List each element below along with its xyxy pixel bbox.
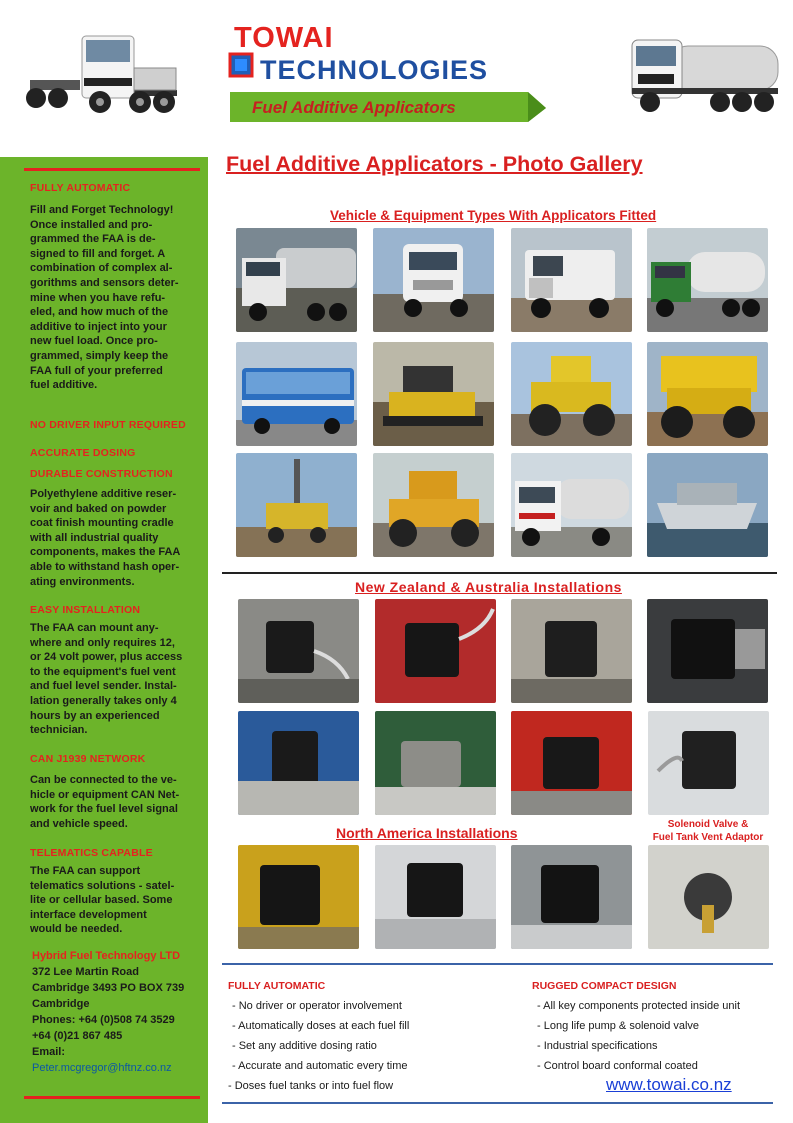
photo-nz-install-8: [648, 711, 769, 815]
footer-right-item: - Industrial specifications: [537, 1040, 658, 1052]
sidebar-text-durable-construction: Polyethylene additive reser- voir and baked on powder coat finish mounting cradle with all industrial quality components, makes the FAA able to withstand hash oper- ating environments.: [30, 488, 181, 588]
sidebar-heading-telematics: TELEMATICS CAPABLE: [30, 847, 153, 859]
footer-top-divider: [222, 963, 773, 965]
photo-nz-install-4: [647, 599, 768, 703]
footer-bottom-divider: [222, 1102, 773, 1104]
sidebar-text-fully-automatic: Fill and Forget Technology! Once installed and pro- grammed the FAA is de- signed to fill and forget. A combination of complex al- gorithms and sensors deter- mine when you have refu- eled, and how much of the additive to inject into your new fuel load. Once pro- grammed, simply keep the FAA full of your preferred fuel additive.: [30, 204, 179, 392]
section-north-america-heading: North America Installations: [336, 825, 518, 841]
photo-nz-install-2: [375, 599, 496, 703]
sidebar-text-easy-installation: The FAA can mount any- where and only requires 12, or 24 volt power, plus access to the equipment's fuel vent and fuel level sender. Instal- lation generally takes only 4 hours by an experienced technician.: [30, 622, 183, 737]
photo-drilling-rig: [236, 453, 357, 557]
logo-tagline: Fuel Additive Applicators: [252, 98, 456, 117]
sidebar-heading-durable-construction: DURABLE CONSTRUCTION: [30, 468, 173, 480]
photo-nz-install-7: [511, 711, 632, 815]
photo-catamaran-boat: [647, 453, 768, 557]
photo-solenoid-valve: [648, 845, 769, 949]
solenoid-caption: Solenoid Valve & Fuel Tank Vent Adaptor: [652, 819, 764, 843]
photo-fuel-tanker-truck: [511, 453, 632, 557]
footer-left-item: - Automatically doses at each fuel fill: [232, 1020, 410, 1032]
photo-silver-tanker-truck: [236, 228, 357, 332]
photo-city-bus: [236, 342, 357, 446]
contact-email-link[interactable]: Peter.mcgregor@hftnz.co.nz: [32, 1062, 172, 1074]
white-cab-truck-image: [22, 28, 182, 116]
contact-company: Hybrid Fuel Technology LTD: [32, 950, 181, 962]
contact-phone-2: +64 (0)21 867 485: [32, 1030, 123, 1042]
photo-green-bulk-tanker: [647, 228, 768, 332]
photo-na-install-1: [238, 845, 359, 949]
footer-right-item: - Long life pump & solenoid valve: [537, 1020, 700, 1032]
footer-left-item: - No driver or operator involvement: [232, 1000, 402, 1012]
photo-na-install-3: [511, 845, 632, 949]
photo-nz-install-6: [375, 711, 496, 815]
photo-nz-install-3: [511, 599, 632, 703]
photo-nz-install-1: [238, 599, 359, 703]
footer-left-heading: FULLY AUTOMATIC: [228, 980, 326, 992]
tanker-truck-image: [630, 26, 780, 118]
photo-na-install-2: [375, 845, 496, 949]
contact-email-label: Email:: [32, 1046, 66, 1058]
website-link[interactable]: www.towai.co.nz: [606, 1075, 732, 1094]
footer-left-item: - Doses fuel tanks or into fuel flow: [228, 1080, 394, 1092]
sidebar-heading-fully-automatic: FULLY AUTOMATIC: [30, 182, 131, 194]
gallery-divider: [222, 572, 777, 574]
contact-address-3: Cambridge: [32, 998, 90, 1010]
footer-left-item: - Set any additive dosing ratio: [232, 1040, 377, 1052]
sidebar-text-telematics: The FAA can support telematics solutions - satel- lite or cellular based. Some interface development would be needed.: [30, 865, 175, 936]
logo-line2: TECHNOLOGIES: [260, 55, 489, 85]
page-title: Fuel Additive Applicators - Photo Gallery: [226, 152, 643, 176]
contact-address-1: 372 Lee Martin Road: [32, 966, 139, 978]
photo-white-semi-truck: [373, 228, 494, 332]
footer-left-item: - Accurate and automatic every time: [232, 1060, 408, 1072]
towai-logo: [228, 22, 548, 122]
photo-nz-install-5: [238, 711, 359, 815]
sidebar-heading-can-network: CAN J1939 NETWORK: [30, 753, 146, 765]
footer-right-item: - All key components protected inside unit: [537, 1000, 741, 1012]
sidebar-heading-no-driver-input: NO DRIVER INPUT REQUIRED: [30, 419, 186, 431]
section-vehicle-types-heading: Vehicle & Equipment Types With Applicators Fitted: [330, 208, 657, 223]
footer-right-item: - Control board conformal coated: [537, 1060, 698, 1072]
contact-phone-1: Phones: +64 (0)508 74 3529: [32, 1014, 175, 1026]
photo-front-loader: [373, 453, 494, 557]
photo-kenworth-truck: [511, 228, 632, 332]
sidebar-text-can-network: Can be connected to the ve- hicle or equipment CAN Net- work for the fuel level signal and vehicle speed.: [30, 774, 180, 830]
contact-block: [32, 948, 184, 1076]
logo-line1: TOWAI: [234, 22, 334, 54]
contact-address-2: Cambridge 3493 PO BOX 739: [32, 982, 185, 994]
sidebar-heading-accurate-dosing: ACCURATE DOSING: [30, 447, 136, 459]
sidebar-heading-easy-installation: EASY INSTALLATION: [30, 604, 141, 616]
photo-wheel-loader: [511, 342, 632, 446]
photo-tracked-compactor: [373, 342, 494, 446]
sidebar-bottom-divider: [24, 1096, 200, 1099]
photo-mining-dump-truck: [647, 342, 768, 446]
sidebar-top-divider: [24, 168, 200, 171]
footer-right-heading: RUGGED COMPACT DESIGN: [532, 980, 677, 992]
section-nz-au-heading: New Zealand & Australia Installations: [355, 579, 622, 595]
